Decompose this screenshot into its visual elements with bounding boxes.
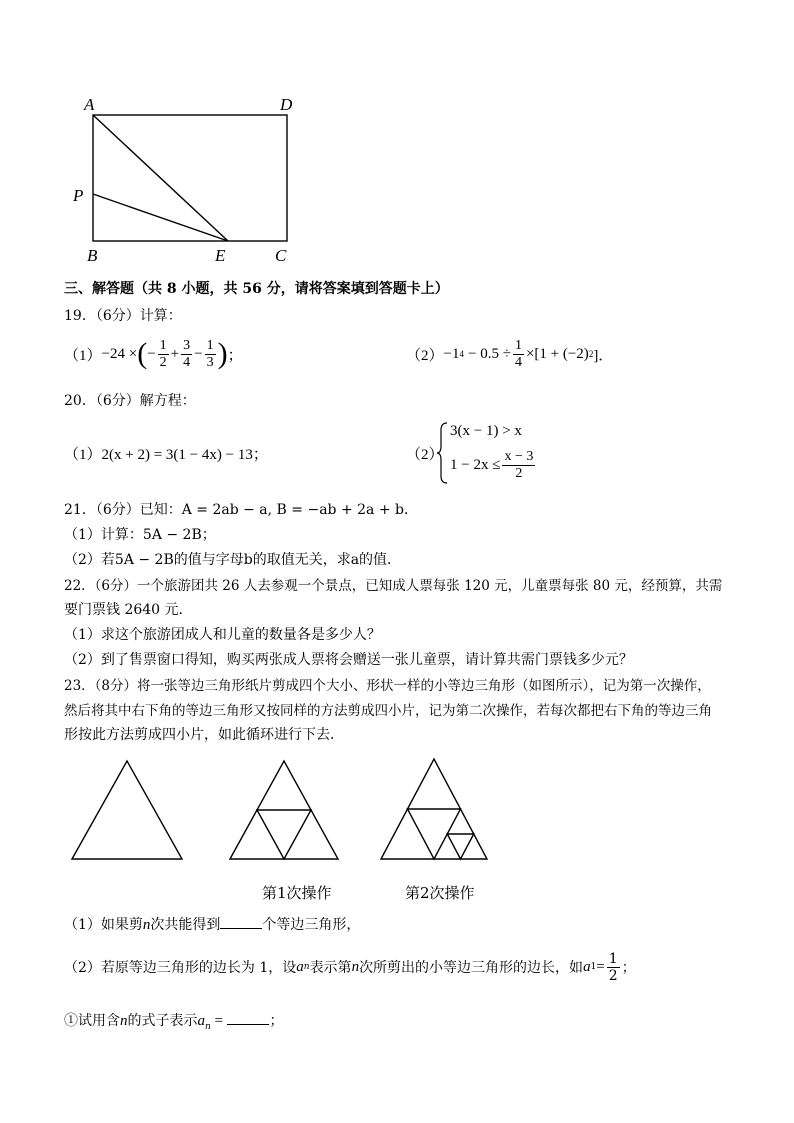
q20-part2-prefix: （2） [406, 447, 444, 463]
q23-sub1: ①试用含n的式子表示$a_n$ = ； [64, 1010, 283, 1032]
q22-part1: （1）求这个旅游团成人和儿童的数量各是多少人？ [64, 627, 381, 643]
caption-op2: 第2次操作 [405, 884, 475, 902]
section-title: 三、解答题（共 8 小题，共 56 分，请将答案填到答题卡上） [64, 281, 449, 297]
q23-line2: 然后将其中右下角的等边三角形又按同样的方法剪成四小片，记为第二次操作，若每次都把右下角的等边三角 [64, 703, 712, 719]
label-A: A [84, 95, 95, 114]
q23-part2: （2）若原等边三角形的边长为 1，设 a n 表示第 n 次所剪出的小等边三角形的边长，如 a 1 = $\frac{1}{2}$ ； [64, 950, 636, 984]
label-E: E [215, 246, 226, 265]
answer-blank-2[interactable] [227, 1010, 269, 1025]
q20-part1: （1）2(x + 2) = 3(1 − 4x) − 13； [64, 447, 268, 463]
q23-line1: 23．（8分）将一张等边三角形纸片剪成四个大小、形状一样的小等边三角形（如图所示），记为第一次操作， [64, 678, 711, 694]
brace [436, 422, 450, 484]
q21-part1: （1）计算：5A − 2B； [64, 527, 216, 543]
label-P: P [73, 186, 84, 205]
q21-heading: 21．（6分）已知：A = 2ab − a, B = −ab + 2a + b． [64, 502, 418, 518]
q19-part1: （1） −24 × ( − $\frac{1}{2}$ + $\frac{3}{4}$ − $\frac{1}{3}$ ) ； [64, 337, 243, 370]
q22-line1: 22．（6分）一个旅游团共 26 人去参观一个景点，已知成人票每张 120 元，儿童票每张 80 元，经预算，共需 [64, 578, 723, 594]
label-D: D [280, 95, 293, 114]
q19-part2: （2） −1 4 − 0.5 ÷ $\frac{1}{4}$ ×[1 + (−2) 2 ]． [406, 337, 614, 370]
q19-heading: 19．（6分）计算： [64, 308, 182, 324]
rectangle-figure [0, 0, 794, 280]
q21-part2: （2）若5A − 2B的值与字母b的取值无关，求a的值． [64, 552, 402, 568]
triangle-figures [0, 755, 794, 875]
label-C: C [275, 246, 287, 265]
q20-heading: 20．（6分）解方程： [64, 393, 196, 409]
label-B: B [87, 246, 98, 265]
answer-blank-1[interactable] [220, 914, 262, 929]
q23-part1: （1）如果剪n次共能得到 个等边三角形， [64, 914, 360, 934]
caption-op1: 第1次操作 [262, 884, 332, 902]
q20-system-line2: 1 − 2x ≤ $\frac{x - 3}{2}$ [450, 448, 534, 481]
q22-line2: 要门票钱 2640 元． [64, 602, 193, 618]
q22-part2: （2）到了售票窗口得知，购买两张成人票将会赠送一张儿童票，请计算共需门票钱多少元？ [64, 652, 633, 668]
q23-line3: 形按此方法剪成四小片，如此循环进行下去． [64, 727, 344, 743]
q20-system-line1: 3(x − 1) > x [450, 423, 522, 439]
